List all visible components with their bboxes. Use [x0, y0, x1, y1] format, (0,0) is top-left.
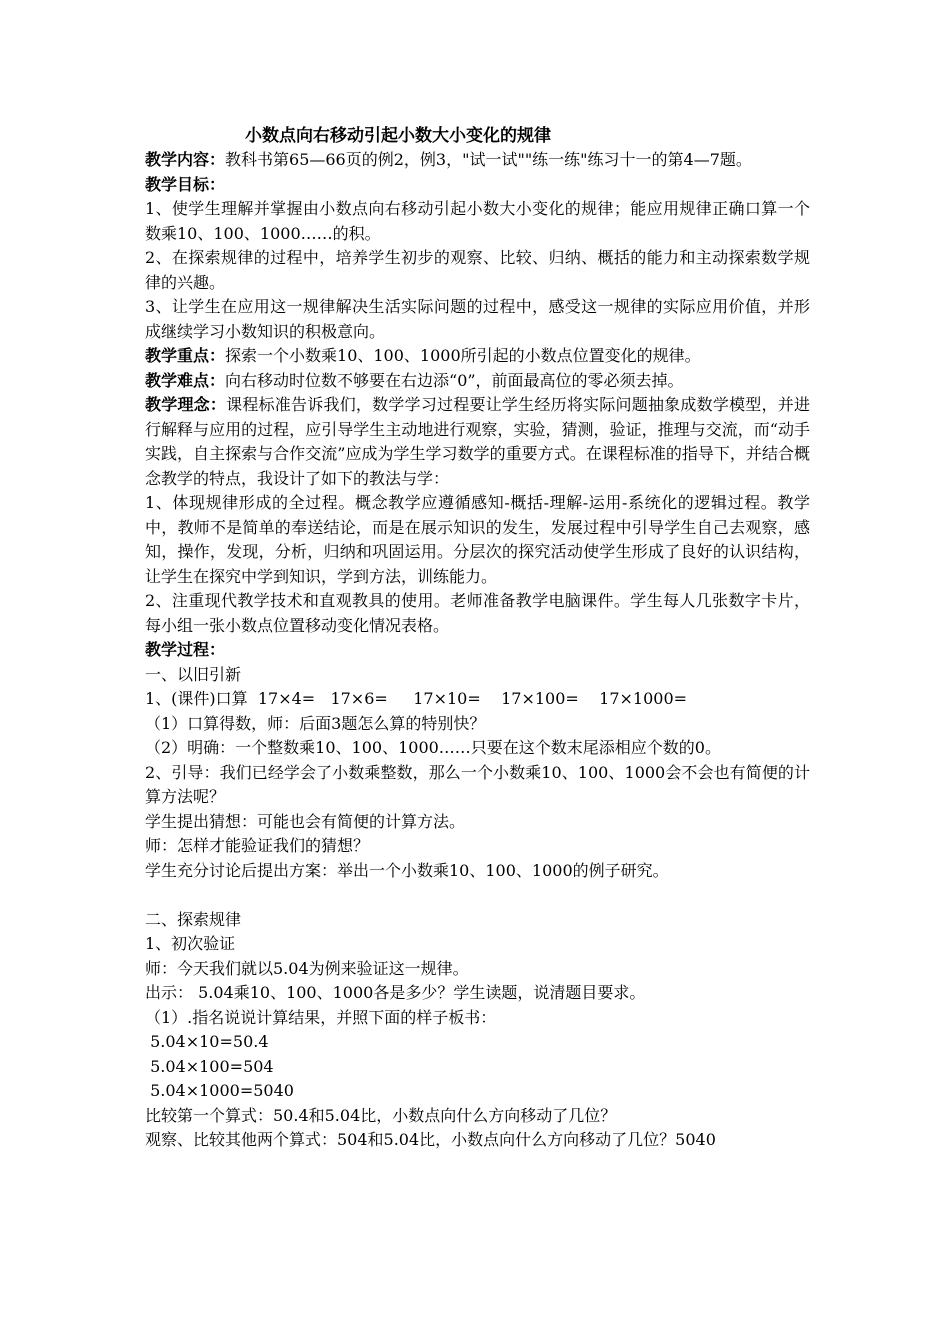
process-line: 师：今天我们就以5.04为例来验证这一规律。 [145, 958, 469, 978]
section-heading: 二、探索规律 [145, 909, 242, 929]
process-line: （1）口算得数，师：后面3题怎么算的特别快？ [145, 713, 486, 733]
process-label: 教学过程： [145, 640, 226, 659]
blank-line [145, 883, 810, 908]
objectives-label: 教学目标： [145, 174, 226, 194]
process-line: （2）明确：一个整数乘10、100、1000……只要在这个数末尾添相应个数的0。 [145, 738, 721, 757]
philosophy-label: 教学理念： [145, 395, 227, 414]
process-line: 学生充分讨论后提出方案：举出一个小数乘10、100、1000的例子研究。 [145, 860, 669, 880]
process-line: （1）.指名说说计算结果，并照下面的样子板书： [145, 1007, 497, 1027]
process-line: 1、(课件)口算 17×4= 17×6= 17×10= 17×100= 17×1000= [145, 689, 688, 708]
philosophy [145, 393, 810, 491]
objective-item: 2、在探索规律的过程中，培养学生初步的观察、比较、归纳、概括的能力和主动探索数学规律的兴趣。 [145, 248, 810, 292]
philosophy-text: 课程标准告诉我们，数学学习过程要让学生经历将实际问题抽象成数学模型，并进行解释与应用的过程，应引导学生主动地进行观察，实验，猜测，验证，推理与交流，而“动手实践，自主探索与合作交流”应成为学生学习数学的重要方式。在课程标准的指导下，并结合概念教学的特点，我设计了如下的教法与学： [145, 395, 810, 488]
difficulty-text: 向右移动时位数不够要在右边添“0”，前面最高位的零必须去掉。 [225, 370, 684, 390]
process-line: 观察、比较其他两个算式：504和5.04比，小数点向什么方向移动了几位？5040 [145, 1130, 716, 1149]
objective-item: 3、让学生在应用这一规律解决生活实际问题的过程中，感受这一规律的实际应用价值，并形成继续学习小数知识的积极意向。 [145, 297, 810, 341]
process-line: 比较第一个算式：50.4和5.04比，小数点向什么方向移动了几位？ [145, 1105, 617, 1125]
process-line: 2、引导：我们已经学会了小数乘整数，那么一个小数乘10、100、1000会不会也有简便的计算方法呢？ [145, 762, 810, 806]
philosophy-item: 1、体现规律形成的全过程。概念教学应遵循感知-概括-理解-运用-系统化的逻辑过程。教学中，教师不是简单的奉送结论，而是在展示知识的发生，发展过程中引导学生自己去观察，感知，操作，发现，分析，归纳和巩固运用。分层次的探究活动使学生形成了良好的认识结构，让学生在探究中学到知识，学到方法，训练能力。 [145, 493, 810, 586]
key-point-text: 探索一个小数乘10、100、1000所引起的小数点位置变化的规律。 [225, 346, 701, 365]
objective-item: 1、使学生理解并掌握由小数点向右移动引起小数大小变化的规律；能应用规律正确口算一个数乘10、100、1000……的积。 [145, 199, 810, 243]
process-line: 师：怎样才能验证我们的猜想？ [145, 836, 370, 855]
document-page [145, 124, 810, 1153]
teaching-content-text: 教科书第65—66页的例2，例3，"试一试""练一练"练习十一的第4—7题。 [225, 150, 752, 169]
philosophy-item: 2、注重现代教学技术和直观教具的使用。老师准备教学电脑课件。学生每人几张数字卡片，每小组一张小数点位置移动变化情况表格。 [145, 591, 810, 635]
equation-line: 5.04×10=50.4 [145, 1032, 269, 1051]
section-heading: 一、以旧引新 [145, 664, 242, 684]
process-line: 1、初次验证 [145, 934, 236, 953]
difficulty [145, 369, 810, 394]
document-title: 小数点向右移动引起小数大小变化的规律 [245, 126, 551, 146]
key-point [145, 344, 810, 369]
teaching-content-label: 教学内容： [145, 150, 226, 169]
process-line: 出示： 5.04乘10、100、1000各是多少？学生读题，说清题目要求。 [145, 983, 646, 1002]
teaching-content [145, 148, 810, 173]
equation-line: 5.04×1000=5040 [145, 1081, 294, 1100]
equation-line: 5.04×100=504 [145, 1056, 274, 1076]
difficulty-label: 教学难点： [145, 370, 226, 390]
process-line: 学生提出猜想：可能也会有简便的计算方法。 [145, 811, 466, 831]
key-point-label: 教学重点： [145, 346, 226, 365]
